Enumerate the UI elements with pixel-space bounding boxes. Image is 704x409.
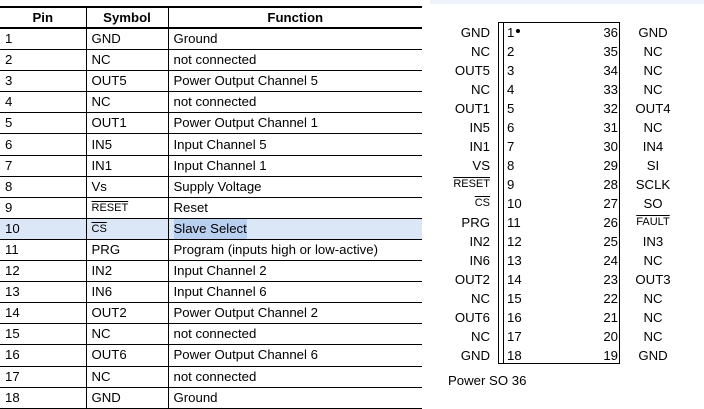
left-pin-number: 8 [507, 158, 515, 173]
cell-symbol-text: PRG [91, 241, 121, 257]
cell-symbol [86, 261, 168, 282]
cell-symbol-text: IN5 [91, 136, 113, 152]
left-pin-number: 12 [507, 234, 522, 249]
right-pin-name: IN4 [642, 139, 664, 154]
cell-symbol [86, 28, 168, 50]
right-pin-number: 29 [603, 158, 618, 173]
left-pin-number: 14 [507, 272, 522, 287]
cell-pin [0, 239, 86, 260]
cell-pin-text: 7 [5, 157, 13, 173]
cell-symbol [86, 218, 168, 239]
cell-symbol-text: IN2 [91, 263, 113, 279]
cell-pin-text: 13 [5, 284, 20, 300]
right-pin-number: 33 [603, 82, 618, 97]
package-inner-line [503, 22, 504, 364]
table-row [0, 387, 422, 408]
right-pin-number: 27 [603, 196, 618, 211]
table-row [0, 92, 422, 113]
package-top-strip [430, 0, 704, 4]
cell-function [168, 218, 422, 239]
right-pin-name: NC [643, 120, 663, 135]
cell-function-text: Power Output Channel 1 [173, 115, 318, 131]
left-pin-name: NC [470, 329, 490, 344]
cell-function [168, 113, 422, 134]
cell-pin [0, 155, 86, 176]
right-pin-name: NC [643, 253, 663, 268]
cell-function [168, 303, 422, 324]
cell-function-text: Power Output Channel 5 [173, 73, 318, 89]
cell-pin [0, 50, 86, 71]
left-pin-number: 17 [507, 329, 522, 344]
left-pin-number: 16 [507, 310, 522, 325]
left-pin-number: 2 [507, 44, 515, 59]
cell-pin [0, 345, 86, 366]
cell-symbol [86, 324, 168, 345]
package-caption: Power SO 36 [448, 373, 527, 388]
cell-pin-text: 6 [5, 136, 13, 152]
cell-function-text: Ground [173, 31, 218, 47]
cell-function [168, 92, 422, 113]
right-pin-name: SI [646, 158, 660, 173]
table-row [0, 197, 422, 218]
right-pin-number: 22 [603, 291, 618, 306]
table-row [0, 113, 422, 134]
cell-symbol [86, 239, 168, 260]
cell-symbol [86, 71, 168, 92]
table-row [0, 134, 422, 155]
cell-symbol [86, 155, 168, 176]
right-pin-name: GND [638, 25, 668, 40]
cell-function [168, 197, 422, 218]
cell-symbol-text: $\overline{CS}$ [91, 222, 107, 235]
right-pin-name: FAULT [636, 216, 670, 228]
cell-symbol [86, 176, 168, 197]
cell-function-text: not connected [173, 326, 257, 342]
cell-symbol [86, 366, 168, 387]
cell-function-text: Reset [173, 199, 208, 215]
right-pin-number: 23 [603, 272, 618, 287]
left-pin-number: 5 [507, 101, 515, 116]
cell-function [168, 324, 422, 345]
left-pin-name: OUT5 [454, 63, 490, 78]
right-pin-number: 21 [603, 310, 618, 325]
right-pin-number: 31 [603, 120, 618, 135]
table-body [0, 28, 422, 408]
left-pin-name: VS [472, 158, 490, 173]
cell-symbol-text: GND [91, 389, 121, 405]
cell-pin [0, 324, 86, 345]
left-pin-name: $\overline{CS}$ [474, 197, 490, 209]
cell-symbol-text: RESET [91, 201, 129, 214]
cell-function-text: not connected [173, 52, 257, 68]
right-pin-name: NC [643, 44, 663, 59]
left-pin-number: 4 [507, 82, 515, 97]
left-pin-name: GND [460, 25, 490, 40]
right-pin-name: NC [643, 63, 663, 78]
cell-symbol-text: NC [91, 94, 111, 110]
cell-function-text: not connected [173, 368, 257, 384]
cell-pin-text: 11 [5, 241, 19, 257]
cell-function [168, 28, 422, 50]
right-pin-number: 32 [603, 101, 618, 116]
cell-symbol-text: IN1 [91, 157, 113, 173]
left-pin-number: 7 [507, 139, 515, 154]
cell-symbol-text: NC [91, 326, 111, 342]
cell-pin [0, 387, 86, 408]
cell-function-text: Supply Voltage [173, 178, 262, 194]
table-row [0, 303, 422, 324]
left-pin-name: RESET [453, 178, 490, 190]
left-pin-name: OUT2 [454, 272, 490, 287]
right-pin-number: 25 [603, 234, 618, 249]
cell-symbol [86, 92, 168, 113]
cell-function [168, 261, 422, 282]
cell-function [168, 282, 422, 303]
right-pin-number: 30 [603, 139, 618, 154]
left-pin-name: IN2 [469, 234, 490, 249]
right-pin-number: 19 [603, 348, 618, 363]
cell-pin [0, 303, 86, 324]
left-pin-name: NC [470, 44, 490, 59]
left-pin-number: 11 [507, 215, 521, 230]
right-pin-name: OUT3 [635, 272, 671, 287]
header-pin: Pin [0, 7, 86, 28]
cell-symbol [86, 387, 168, 408]
cell-pin-text: 1 [5, 31, 13, 47]
left-pin-number: 18 [507, 348, 522, 363]
cell-symbol [86, 303, 168, 324]
right-pin-name: NC [643, 329, 663, 344]
cell-function-text: not connected [173, 94, 257, 110]
cell-symbol-text: NC [91, 368, 111, 384]
table-row [0, 261, 422, 282]
cell-function [168, 345, 422, 366]
left-pin-name: OUT6 [454, 310, 490, 325]
left-pin-name: OUT1 [454, 101, 490, 116]
cell-pin [0, 134, 86, 155]
cell-pin-text: 5 [5, 115, 13, 131]
cell-function-text: Slave Select [174, 219, 247, 239]
right-pin-number: 20 [603, 329, 618, 344]
cell-pin-text: 8 [5, 178, 13, 194]
right-pin-number: 34 [603, 63, 618, 78]
cell-symbol [86, 113, 168, 134]
table-row [0, 176, 422, 197]
left-pin-number: 15 [507, 291, 522, 306]
cell-symbol [86, 134, 168, 155]
cell-pin [0, 218, 86, 239]
cell-pin-text: 10 [5, 220, 20, 236]
table-row [0, 28, 422, 50]
cell-pin [0, 113, 86, 134]
cell-function [168, 387, 422, 408]
cell-pin-text: 4 [5, 94, 13, 110]
cell-symbol-text: OUT6 [91, 347, 127, 363]
left-pin-number: 13 [507, 253, 522, 268]
left-pin-name: NC [470, 291, 490, 306]
left-pin-number: 9 [507, 177, 515, 192]
cell-function-text: Input Channel 1 [173, 157, 267, 173]
table-row [0, 345, 422, 366]
cell-pin-text: 3 [5, 73, 13, 89]
cell-pin-text: 17 [5, 368, 20, 384]
right-pin-name: SO [643, 196, 663, 211]
table-row [0, 218, 422, 239]
cell-symbol-text: GND [91, 31, 121, 47]
cell-pin [0, 92, 86, 113]
table-row [0, 71, 422, 92]
cell-pin-text: 14 [5, 305, 20, 321]
left-pin-name: NC [470, 82, 490, 97]
cell-function [168, 155, 422, 176]
cell-function [168, 71, 422, 92]
right-pin-number: 26 [603, 215, 618, 230]
cell-function [168, 50, 422, 71]
right-pin-number: 36 [603, 25, 618, 40]
cell-symbol-text: OUT1 [91, 115, 127, 131]
right-pin-name: IN3 [642, 234, 664, 249]
right-pin-name: NC [643, 82, 663, 97]
cell-symbol-text: Vs [91, 178, 107, 194]
cell-pin [0, 176, 86, 197]
cell-symbol-text: IN6 [91, 284, 113, 300]
left-pin-number: 1 [507, 25, 515, 40]
left-pin-name: GND [460, 348, 490, 363]
cell-function-text: Input Channel 5 [173, 136, 267, 152]
left-pin-number: 10 [507, 196, 522, 211]
left-pin-name: PRG [461, 215, 490, 230]
cell-function-text: Program (inputs high or low-active) [173, 241, 378, 257]
right-pin-number: 28 [603, 177, 618, 192]
cell-function-text: Power Output Channel 2 [173, 305, 318, 321]
left-pin-name: IN1 [469, 139, 490, 154]
cell-function-text: Input Channel 6 [173, 284, 267, 300]
right-pin-name: GND [638, 348, 668, 363]
cell-pin [0, 71, 86, 92]
cell-function [168, 366, 422, 387]
cell-symbol [86, 282, 168, 303]
cell-symbol-text: OUT2 [91, 305, 127, 321]
header-function: Function [168, 7, 422, 28]
cell-pin [0, 28, 86, 50]
table-row [0, 282, 422, 303]
cell-pin-text: 18 [5, 389, 20, 405]
cell-function-text: Input Channel 2 [173, 263, 267, 279]
cell-pin-text: 16 [5, 347, 20, 363]
table-row [0, 366, 422, 387]
right-pin-number: 24 [603, 253, 618, 268]
cell-pin-text: 9 [5, 199, 13, 215]
cell-function [168, 134, 422, 155]
header-symbol: Symbol [86, 7, 168, 28]
right-pin-name: OUT4 [635, 101, 671, 116]
right-pin-number: 35 [603, 44, 618, 59]
cell-symbol [86, 50, 168, 71]
cell-function [168, 176, 422, 197]
pin-function-table [0, 6, 422, 409]
cell-function [168, 239, 422, 260]
cell-symbol [86, 197, 168, 218]
cell-pin [0, 282, 86, 303]
right-pin-name: SCLK [635, 177, 671, 192]
cell-pin [0, 197, 86, 218]
cell-pin [0, 261, 86, 282]
right-pin-name: NC [643, 291, 663, 306]
left-pin-number: 3 [507, 63, 515, 78]
table-header-row [0, 7, 422, 28]
cell-symbol-text: NC [91, 52, 111, 68]
cell-symbol-text: OUT5 [91, 73, 127, 89]
left-pin-name: IN5 [469, 120, 490, 135]
table-row [0, 239, 422, 260]
table-row [0, 155, 422, 176]
right-pin-name: NC [643, 310, 663, 325]
cell-symbol [86, 345, 168, 366]
cell-pin-text: 12 [5, 263, 20, 279]
left-pin-number: 6 [507, 120, 515, 135]
cell-pin-text: 2 [5, 52, 13, 68]
table-row [0, 50, 422, 71]
cell-function-text: Ground [173, 389, 218, 405]
left-pin-name: IN6 [469, 253, 490, 268]
cell-function-text: Power Output Channel 6 [173, 347, 318, 363]
cell-pin [0, 366, 86, 387]
cell-pin-text: 15 [5, 326, 20, 342]
table-row [0, 324, 422, 345]
